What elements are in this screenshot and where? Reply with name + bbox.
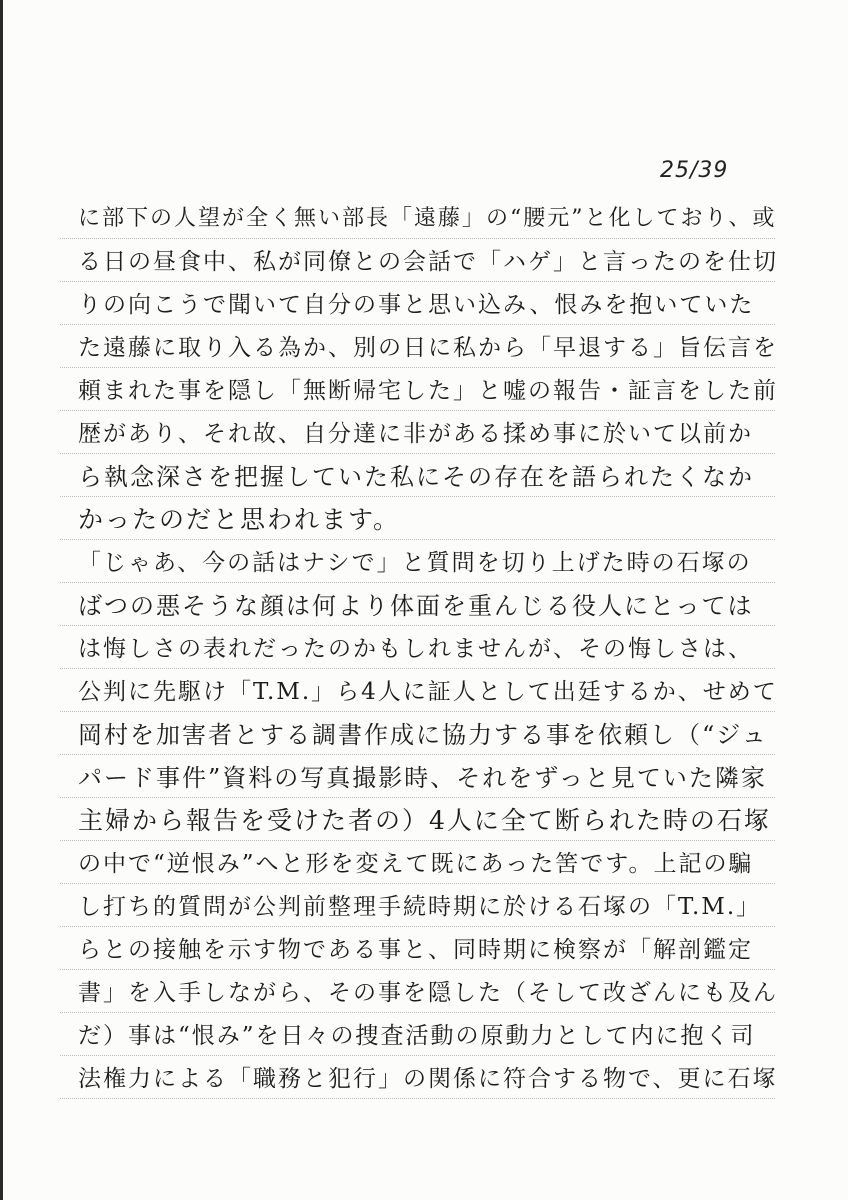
text-line: [60, 669, 778, 712]
line-text: かったのだと思われます。: [78, 505, 401, 534]
line-text: らとの接触を示す物である事と、同時期に検察が「解剖鑑定: [78, 937, 753, 963]
line-text: の中で“逆恨み”へと形を変えて既にあった筈です。上記の騙: [78, 851, 754, 877]
line-text: ら執念深さを把握していた私にその存在を語られたくなか: [78, 463, 754, 491]
line-text: 書」を入手しながら、その事を隠した（そして改ざんにも及ん: [78, 980, 778, 1006]
text-line: [60, 841, 775, 884]
line-text: だ）事は“恨み”を日々の捜査活動の原動力として内に抱く司: [78, 1023, 756, 1049]
page-left-edge: [0, 0, 3, 1200]
text-line: [60, 970, 778, 1013]
line-text: 「じゃあ、今の話はナシで」と質問を切り上げた時の石塚の: [78, 550, 752, 576]
scan-smudge: [770, 1098, 810, 1128]
line-text: は悔しさの表れだったのかもしれませんが、その悔しさは、: [78, 636, 753, 662]
text-line: [60, 755, 775, 798]
text-line: [60, 497, 775, 540]
text-line: [60, 540, 775, 583]
line-text: し打ち的質問が公判前整理手続時期に於ける石塚の「T.M.」: [78, 894, 762, 920]
line-text: パード事件”資料の写真撮影時、それをずっと見ていた隣家: [78, 764, 767, 792]
text-line: [60, 325, 778, 368]
text-line: [60, 626, 775, 669]
line-text: 主婦から報告を受けた者の）4人に全て断られた時の石塚: [78, 806, 771, 835]
line-text: ばつの悪そうな顔は何より体面を重んじる役人にとっては: [78, 592, 754, 620]
text-line: [60, 884, 775, 927]
line-text: 歴があり、それ故、自分達に非がある揉め事に於いて以前か: [78, 421, 753, 447]
line-text: 岡村を加害者とする調書作成に協力する事を依頼し（“ジュ: [78, 721, 768, 749]
text-line: [60, 454, 775, 497]
text-line: [60, 239, 778, 282]
line-text: 頼まれた事を隠し「無断帰宅した」と嘘の報告・証言をした前: [78, 378, 778, 404]
text-line: [60, 583, 775, 626]
page-number: 25/39: [660, 158, 729, 183]
text-line: [60, 798, 775, 841]
text-line: [60, 368, 778, 411]
text-line: [60, 1056, 778, 1099]
line-text: 公判に先駆け「T.M.」ら4人に証人として出廷するか、せめて: [78, 679, 778, 705]
text-lines: [60, 196, 778, 1099]
text-line: [60, 411, 775, 454]
text-line: [60, 927, 775, 970]
text-line: [60, 282, 775, 325]
line-text: りの向こうで聞いて自分の事と思い込み、恨みを抱いていた: [78, 292, 755, 318]
text-line: [60, 712, 775, 755]
text-line: [60, 196, 775, 239]
line-text: る日の昼食中、私が同僚との会話で「ハゲ」と言ったのを仕切: [78, 249, 778, 275]
line-text: 法権力による「職務と犯行」の関係に符合する物で、更に石塚: [78, 1066, 778, 1092]
line-text: に部下の人望が全く無い部長「遠藤」の“腰元”と化しており、或: [78, 206, 777, 231]
line-text: た遠藤に取り入る為か、別の日に私から「早退する」旨伝言を: [78, 335, 778, 361]
text-line: [60, 1013, 775, 1056]
